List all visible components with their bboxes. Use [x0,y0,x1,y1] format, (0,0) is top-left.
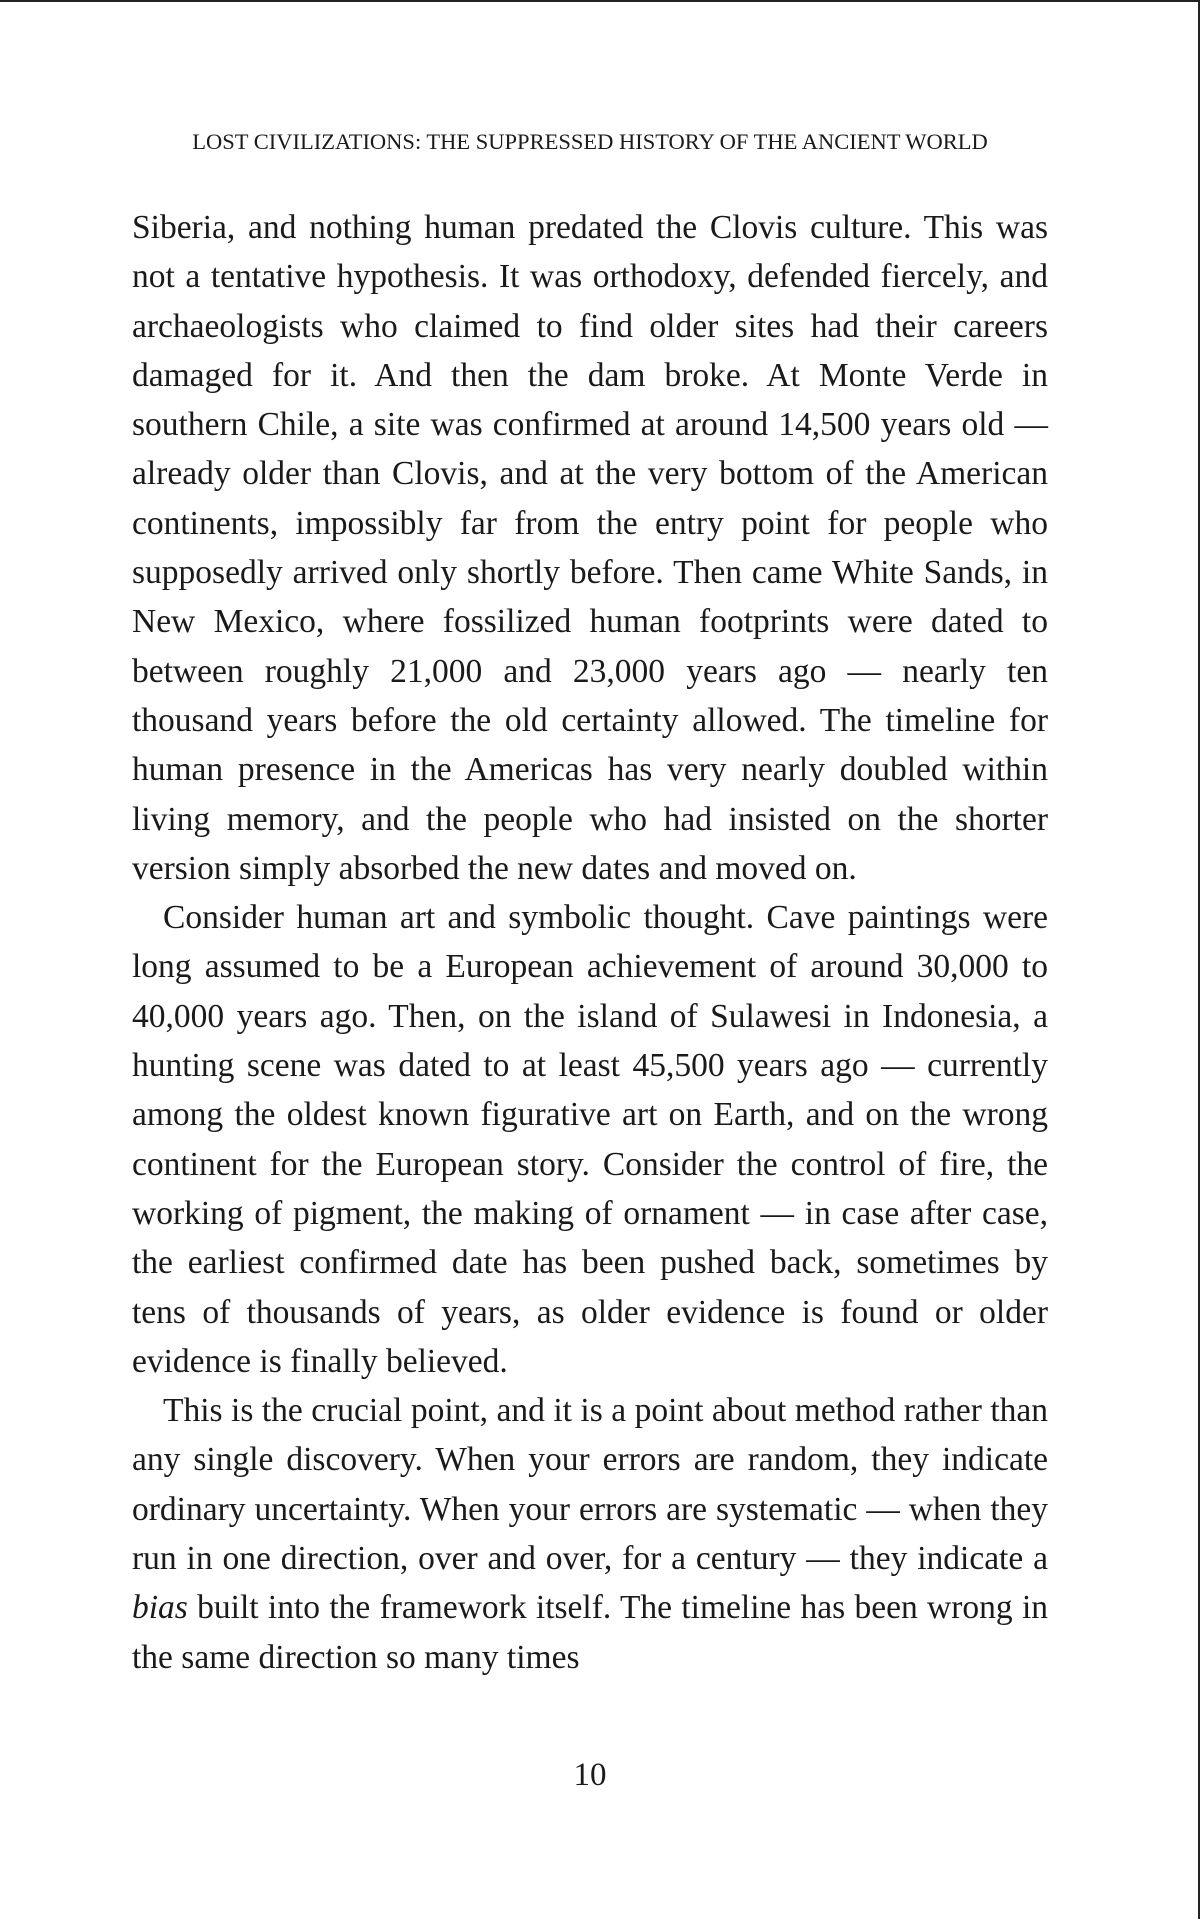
paragraph-method-text-end: built into the framework itself. The timeline has been wrong in the same direction so many times [132,1589,1048,1676]
paragraph-continued: Siberia, and nothing human predated the Clovis culture. This was not a tentative hypothesis. It was orthodoxy, defended fiercely, and archaeologists who claimed to find older sites had their careers damaged for it. And then the dam broke. At Monte Verde in southern Chile, a site was confirmed at around 14,500 years old — already older than Clovis, and at the very bottom of the American continents, impossibly far from the entry point for people who supposedly arrived only shortly before. Then came White Sands, in New Mexico, where fossilized human footprints were dated to between roughly 21,000 and 23,000 years ago — nearly ten thousand years before the old certainty allowed. The timeline for human presence in the Americas has very nearly doubled within living memory, and the people who had insisted on the shorter version simply absorbed the new dates and moved on. [132,209,1048,887]
paragraph-method-text-start: This is the crucial point, and it is a point about method rather than any single discovery. When your errors are random, they indicate ordinary uncertainty. When your errors are systematic — when they run in one direction, over and over, for a century — they indicate a [132,1392,1048,1578]
emphasis-bias: bias [132,1589,188,1627]
page-number: 10 [573,1757,607,1793]
paragraph-cave-art: Consider human art and symbolic thought. Cave paintings were long assumed to be a European achievement of around 30,000 to 40,000 years ago. Then, on the island of Sulawesi in Indonesia, a hunting scene was dated to at least 45,500 years ago — currently among the oldest known figurative art on Earth, and on the wrong continent for the European story. Consider the control of fire, the working of pigment, the making of ornament — in case after case, the earliest confirmed date has been pushed back, sometimes by tens of thousands of years, as older evidence is found or older evidence is finally believed. [132,899,1048,1380]
paragraph-method [132,1386,1048,1682]
body-text [132,203,1048,1682]
running-head: LOST CIVILIZATIONS: THE SUPPRESSED HISTORY OF THE ANCIENT WORLD [192,129,988,154]
page-edge-top [0,0,1198,2]
